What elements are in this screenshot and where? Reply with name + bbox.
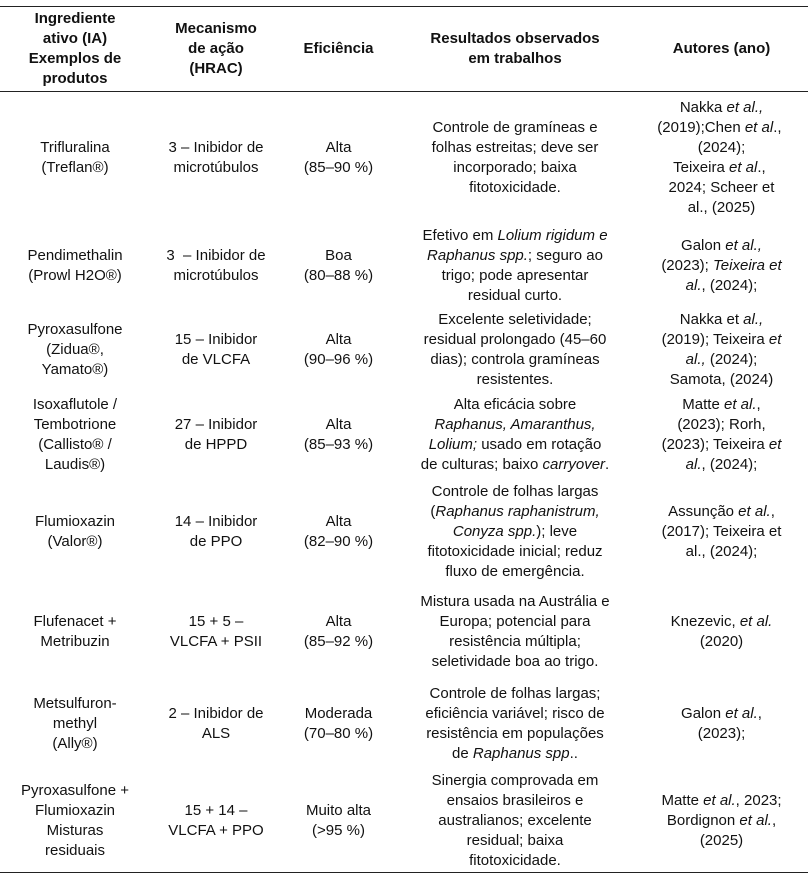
- cell-ingredient: [0, 224, 150, 307]
- cell-line: (90–96 %): [303, 350, 374, 368]
- cell-line: al., (2024);: [685, 350, 758, 368]
- cell-line: Laudis®): [44, 455, 106, 473]
- cell-efficiency: [282, 477, 395, 587]
- cell-authors: [635, 224, 808, 307]
- cell-line: Misturas: [46, 822, 104, 839]
- cell-line: Nakka et al.,: [679, 99, 764, 116]
- cell-line: Flumioxazin: [34, 513, 116, 530]
- cell-efficiency: [282, 770, 395, 872]
- cell-line: 15 – Inibidor: [174, 330, 258, 348]
- cell-line: Nakka et al.,: [679, 310, 764, 328]
- cell-line: Galon et al.,: [681, 236, 762, 254]
- cell-line: Raphanus spp.; seguro ao: [427, 246, 603, 264]
- cell-line: Bordignon et al.,: [666, 812, 777, 829]
- cell-line: Pendimethalin: [27, 246, 123, 264]
- cell-line: (Valor®): [47, 533, 103, 550]
- cell-authors: [635, 92, 808, 224]
- cell-ingredient: [0, 477, 150, 587]
- cell-mechanism: [150, 392, 282, 477]
- table-row: [0, 770, 808, 872]
- cell-line: 3 – Inibidor de: [168, 139, 264, 156]
- table-row: [0, 392, 808, 477]
- cell-efficiency: [282, 92, 395, 224]
- cell-line: (2020): [699, 633, 744, 650]
- cell-line: resistentes.: [476, 370, 554, 388]
- cell-line: Alta: [325, 613, 352, 630]
- table-row: [0, 477, 808, 587]
- cell-efficiency: [282, 677, 395, 770]
- cell-results: [395, 307, 635, 392]
- cell-efficiency: [282, 7, 395, 91]
- cell-ingredient: [0, 92, 150, 224]
- cell-line: Controle de gramíneas e: [432, 119, 598, 136]
- cell-line: em trabalhos: [468, 50, 562, 67]
- cell-line: Conyza spp.); leve: [452, 523, 578, 540]
- cell-line: Excelente seletividade;: [438, 310, 592, 328]
- cell-line: methyl: [52, 714, 98, 732]
- cell-line: ensaios brasileiros e: [446, 792, 584, 809]
- cell-line: Exemplos de: [28, 50, 122, 67]
- cell-line: (Raphanus raphanistrum,: [430, 503, 600, 520]
- cell-line: Matte et al., 2023;: [661, 792, 782, 809]
- cell-line: Raphanus, Amaranthus,: [434, 415, 596, 433]
- cell-line: de culturas; baixo carryover.: [420, 455, 610, 473]
- cell-results: [395, 477, 635, 587]
- cell-mechanism: [150, 477, 282, 587]
- cell-line: Europa; potencial para: [439, 613, 591, 630]
- cell-line: australianos; excelente: [438, 812, 592, 829]
- cell-line: Matte et al.,: [682, 395, 761, 413]
- cell-line: Flufenacet +: [33, 613, 117, 630]
- cell-line: (85–90 %): [303, 159, 374, 176]
- cell-results: [395, 7, 635, 91]
- cell-line: Trifluralina: [40, 139, 110, 156]
- cell-line: Knezevic, et al.: [670, 613, 773, 630]
- cell-line: (2017); Teixeira et: [661, 523, 782, 540]
- cell-line: Tembotrione: [33, 415, 117, 433]
- cell-line: VLCFA + PPO: [168, 822, 264, 839]
- cell-authors: [635, 477, 808, 587]
- cell-line: Mecanismo: [175, 20, 257, 37]
- cell-line: VLCFA + PSII: [169, 633, 263, 650]
- cell-line: (70–80 %): [303, 724, 374, 742]
- cell-line: (Zidua®,: [46, 340, 104, 358]
- cell-line: Samota, (2024): [669, 370, 774, 388]
- cell-line: Autores (ano): [672, 40, 771, 57]
- table-row: [0, 677, 808, 770]
- cell-line: eficiência variável; risco de: [425, 704, 605, 722]
- cell-line: Alta: [325, 139, 352, 156]
- cell-line: 14 – Inibidor: [174, 513, 258, 530]
- cell-line: Alta: [325, 415, 352, 433]
- cell-line: al., (2024);: [685, 455, 758, 473]
- cell-line: Alta: [325, 513, 352, 530]
- cell-line: (2023); Rorh,: [677, 415, 766, 433]
- cell-line: Controle de folhas largas: [431, 483, 599, 500]
- cell-ingredient: [0, 770, 150, 872]
- cell-line: (82–90 %): [303, 533, 374, 550]
- cell-line: (2023);: [697, 724, 746, 742]
- cell-mechanism: [150, 224, 282, 307]
- cell-line: 15 + 14 –: [184, 802, 248, 819]
- cell-efficiency: [282, 307, 395, 392]
- cell-authors: [635, 307, 808, 392]
- cell-results: [395, 677, 635, 770]
- cell-mechanism: [150, 92, 282, 224]
- cell-line: (>95 %): [312, 822, 365, 839]
- cell-line: (Callisto® /: [38, 435, 112, 453]
- cell-line: microtúbulos: [173, 266, 259, 284]
- cell-line: al., (2025): [687, 199, 756, 216]
- cell-authors: [635, 7, 808, 91]
- cell-line: Assunção et al.,: [668, 503, 775, 520]
- cell-line: Flumioxazin: [34, 802, 116, 819]
- cell-line: 27 – Inibidor: [174, 415, 258, 433]
- cell-line: (85–93 %): [303, 435, 374, 453]
- cell-line: 2 – Inibidor de: [168, 704, 264, 722]
- cell-line: resistência em populações: [426, 724, 604, 742]
- cell-line: residuais: [44, 842, 106, 859]
- cell-line: al., (2024);: [685, 276, 758, 294]
- table-row: [0, 224, 808, 307]
- cell-ingredient: [0, 7, 150, 91]
- cell-mechanism: [150, 587, 282, 677]
- cell-line: de HPPD: [184, 435, 248, 453]
- cell-line: Eficiência: [303, 40, 374, 57]
- cell-line: (2023); Teixeira et: [661, 256, 782, 274]
- cell-line: trigo; pode apresentar: [441, 266, 589, 284]
- cell-line: fluxo de emergência.: [445, 563, 585, 580]
- cell-ingredient: [0, 307, 150, 392]
- table-header: [0, 7, 808, 92]
- cell-line: Ingrediente: [34, 10, 116, 27]
- cell-line: Mistura usada na Austrália e: [420, 593, 610, 610]
- cell-line: (Treflan®): [41, 159, 109, 176]
- herbicide-table: [0, 6, 808, 873]
- cell-ingredient: [0, 587, 150, 677]
- cell-line: (80–88 %): [303, 266, 374, 284]
- cell-line: (2025): [699, 832, 744, 849]
- cell-line: Pyroxasulfone: [27, 320, 123, 338]
- cell-efficiency: [282, 224, 395, 307]
- cell-line: folhas estreitas; deve ser: [431, 139, 599, 156]
- cell-line: Muito alta: [305, 802, 372, 819]
- cell-line: dias); controla gramíneas: [430, 350, 600, 368]
- cell-line: Moderada: [304, 704, 373, 722]
- cell-line: (2024);: [697, 139, 746, 156]
- cell-line: (2019);Chen et al.,: [657, 119, 786, 136]
- cell-line: Alta eficácia sobre: [453, 395, 577, 413]
- cell-line: resistência múltipla;: [449, 633, 581, 650]
- cell-line: Metribuzin: [40, 633, 110, 650]
- cell-results: [395, 587, 635, 677]
- cell-line: seletividade boa ao trigo.: [431, 653, 599, 670]
- table-row: [0, 307, 808, 392]
- cell-line: de Raphanus spp..: [452, 744, 578, 762]
- cell-line: (Ally®): [52, 734, 98, 752]
- cell-line: microtúbulos: [173, 159, 259, 176]
- cell-line: (85–92 %): [303, 633, 374, 650]
- cell-line: Resultados observados: [430, 30, 600, 47]
- cell-line: residual curto.: [467, 286, 563, 304]
- cell-line: de ação: [188, 40, 244, 57]
- cell-results: [395, 392, 635, 477]
- cell-line: al., (2024);: [685, 543, 758, 560]
- cell-line: Galon et al.,: [681, 704, 762, 722]
- cell-efficiency: [282, 392, 395, 477]
- cell-results: [395, 92, 635, 224]
- cell-line: fitotoxicidade inicial; reduz: [427, 543, 603, 560]
- cell-line: fitotoxicidade.: [469, 852, 561, 869]
- cell-line: Pyroxasulfone +: [21, 782, 129, 799]
- cell-mechanism: [150, 7, 282, 91]
- cell-line: Boa: [325, 246, 352, 264]
- cell-line: Yamato®): [41, 360, 109, 378]
- cell-ingredient: [0, 677, 150, 770]
- cell-mechanism: [150, 677, 282, 770]
- cell-mechanism: [150, 770, 282, 872]
- cell-authors: [635, 392, 808, 477]
- cell-authors: [635, 677, 808, 770]
- cell-line: 3 – Inibidor de: [166, 246, 266, 264]
- cell-line: Teixeira et al.,: [673, 159, 770, 176]
- cell-line: Sinergia comprovada em: [431, 772, 599, 789]
- table-row: [0, 92, 808, 224]
- cell-line: fitotoxicidade.: [469, 179, 561, 196]
- cell-results: [395, 224, 635, 307]
- cell-line: de VLCFA: [181, 350, 251, 368]
- cell-efficiency: [282, 587, 395, 677]
- cell-line: de PPO: [189, 533, 243, 550]
- cell-line: (HRAC): [189, 60, 243, 77]
- cell-line: Isoxaflutole /: [32, 395, 118, 413]
- cell-line: (Prowl H2O®): [28, 266, 122, 284]
- cell-line: ativo (IA): [42, 30, 108, 47]
- cell-line: 2024; Scheer et: [668, 179, 775, 196]
- cell-line: Lolium; usado em rotação: [428, 435, 602, 453]
- cell-line: (2019); Teixeira et: [661, 330, 782, 348]
- cell-results: [395, 770, 635, 872]
- cell-line: residual; baixa: [466, 832, 564, 849]
- cell-line: ALS: [201, 724, 231, 742]
- table-row: [0, 587, 808, 677]
- cell-ingredient: [0, 392, 150, 477]
- cell-line: Metsulfuron-: [33, 694, 117, 712]
- cell-line: incorporado; baixa: [453, 159, 577, 176]
- cell-line: 15 + 5 –: [188, 613, 244, 630]
- cell-line: produtos: [42, 70, 108, 87]
- cell-line: residual prolongado (45–60: [423, 330, 607, 348]
- cell-line: Alta: [325, 330, 352, 348]
- cell-line: (2023); Teixeira et: [661, 435, 782, 453]
- cell-mechanism: [150, 307, 282, 392]
- cell-line: Controle de folhas largas;: [429, 684, 601, 702]
- cell-line: Efetivo em Lolium rigidum e: [422, 226, 608, 244]
- cell-authors: [635, 587, 808, 677]
- cell-authors: [635, 770, 808, 872]
